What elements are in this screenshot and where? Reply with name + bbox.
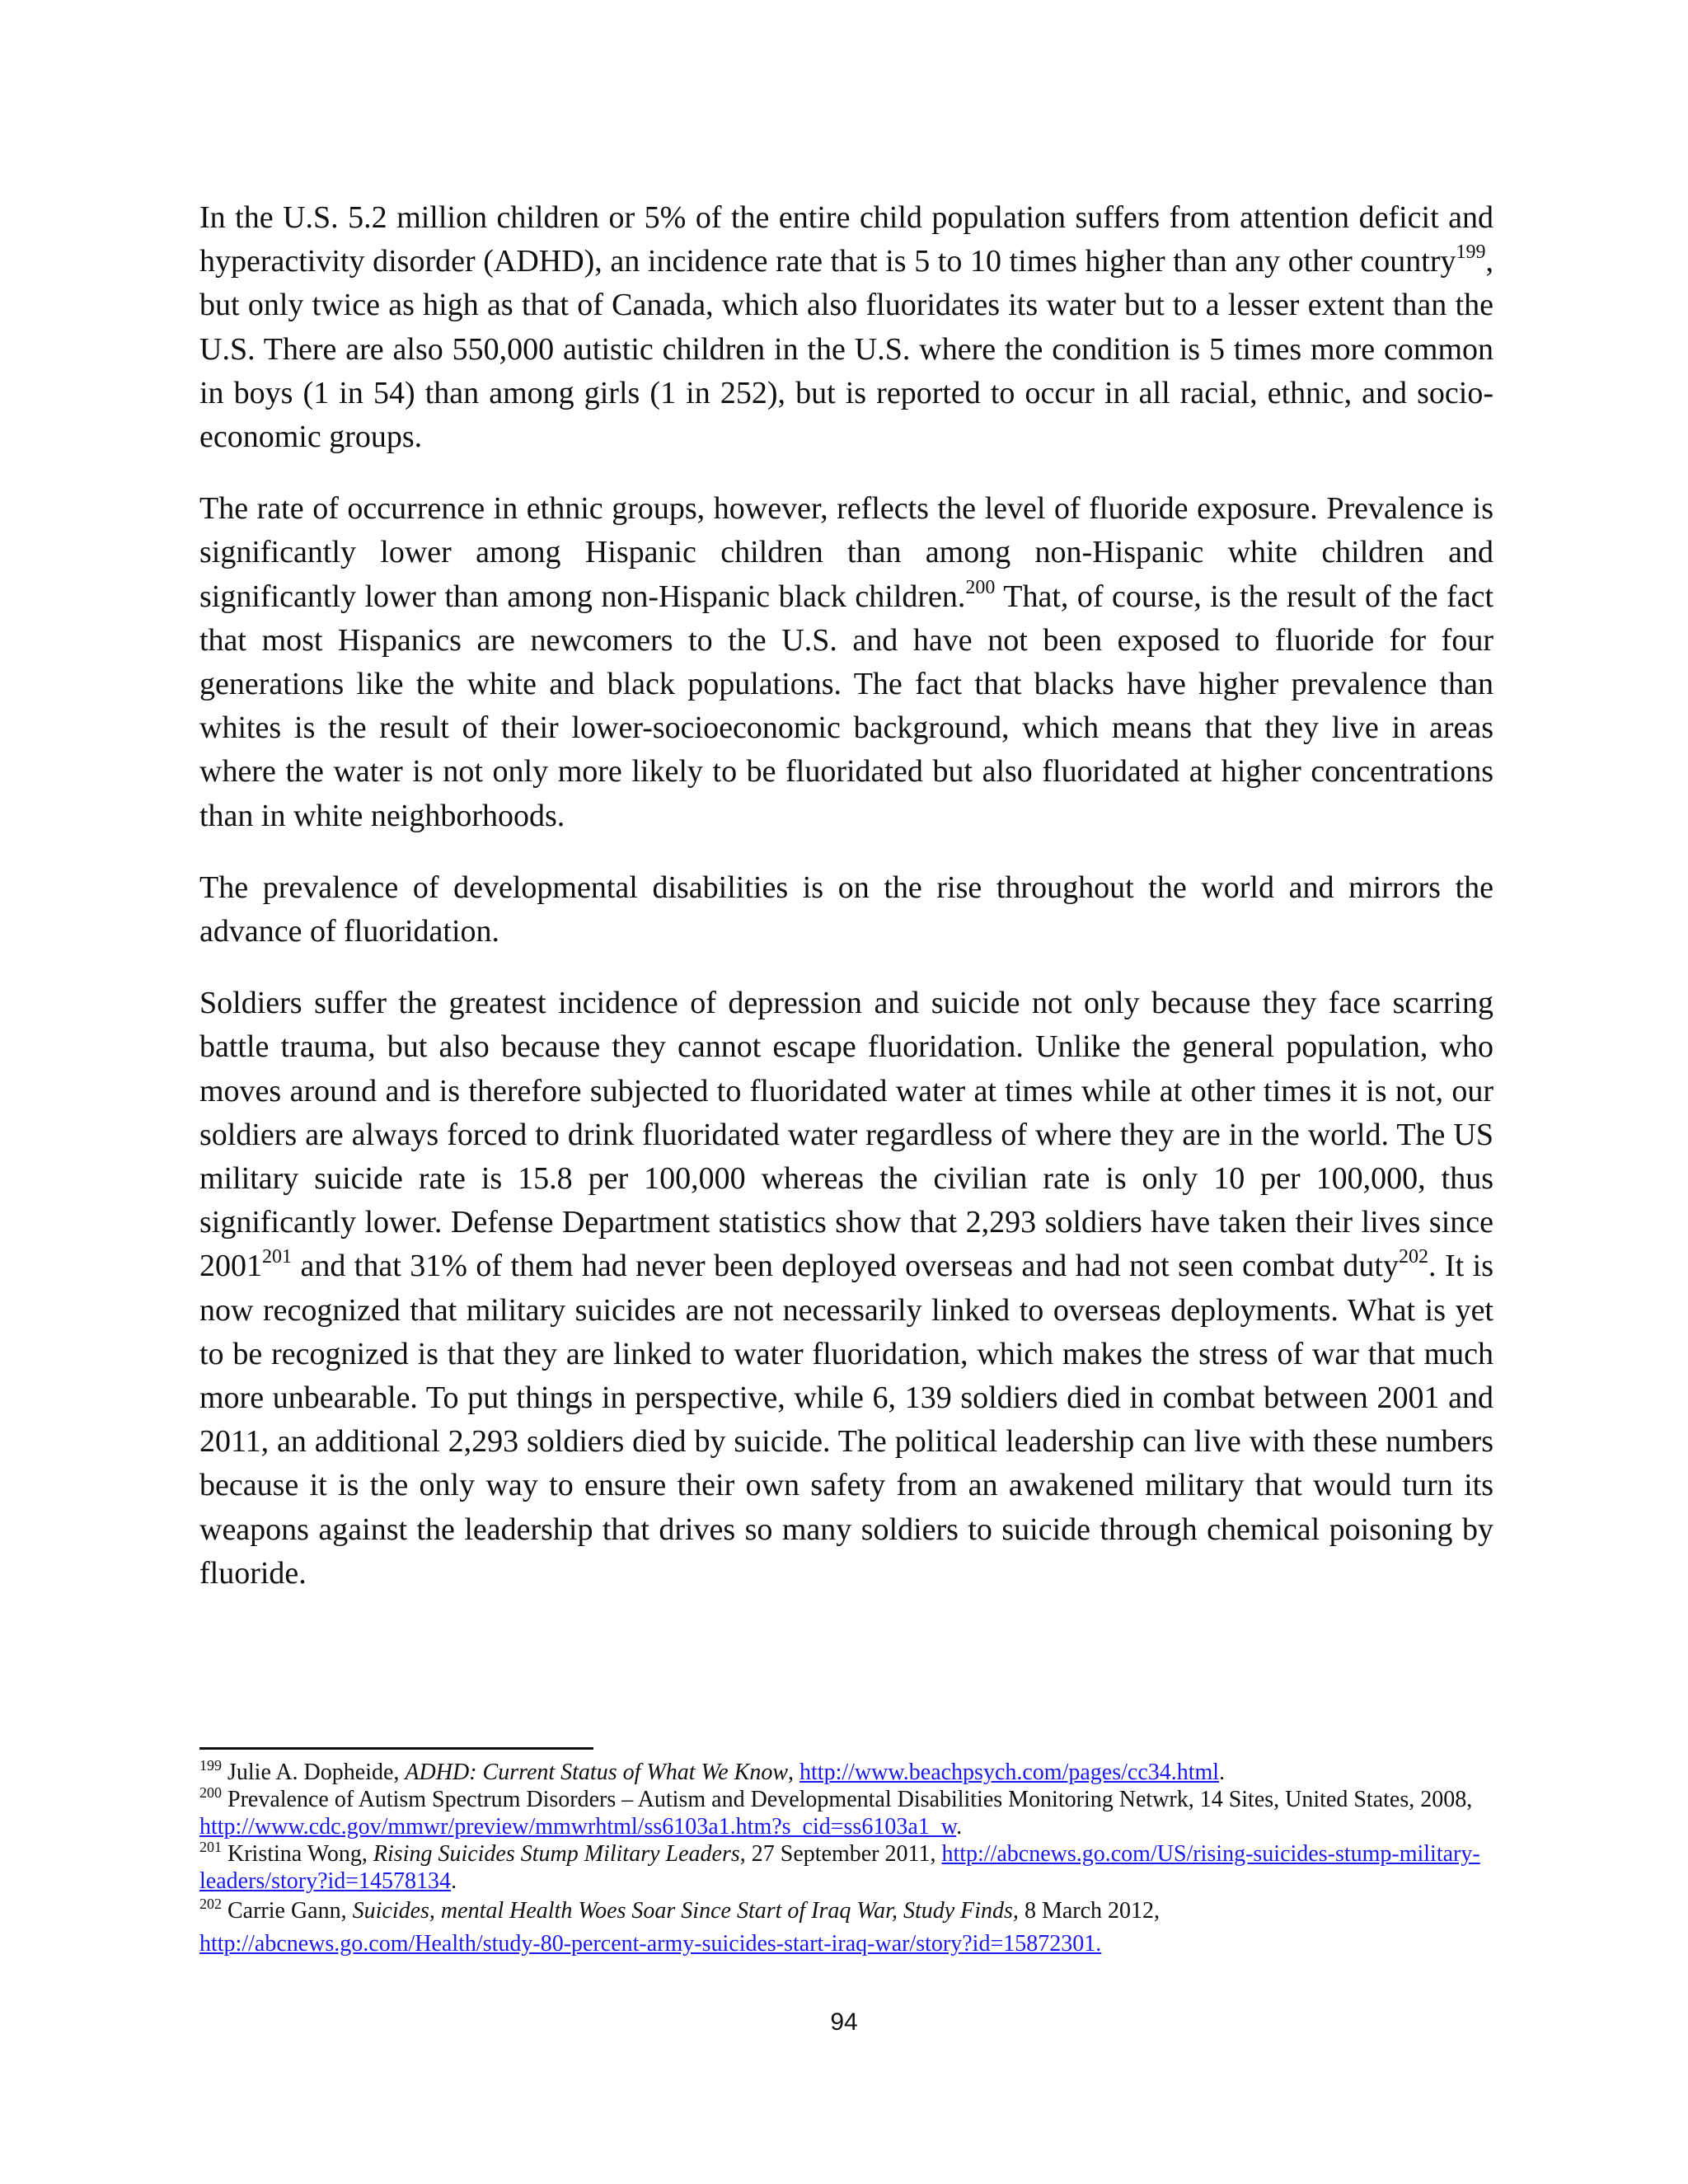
footnote-author: Carrie Gann, [222,1898,353,1924]
footnote-title: Rising Suicides Stump Military Leaders [373,1841,740,1867]
paragraph-text: , but only twice as high as that of Canada, which also fluoridates its water but to a lesser extent than the U.S. There are also 550,000 autistic children in the U.S. where the condition is 5 times more common in boys (1 in 54) than among girls (1 in 252), but is reported to occur in all racial, ethnic, and socio-economic groups. [199,244,1493,455]
paragraph-ethnic-groups [199,487,1493,838]
footnote-number: 201 [199,1839,222,1855]
footnote-199 [199,1759,1493,1786]
paragraph-text: and that 31% of them had never been deployed overseas and had not seen combat duty [292,1249,1399,1284]
page-number: 94 [830,2008,858,2036]
footnote-text: Prevalence of Autism Spectrum Disorders – Autism and Developmental Disabilities Monitoring Netwrk, 14 Sites, United States, 2008, [222,1787,1473,1812]
paragraph-soldiers [199,982,1493,1596]
footnote-author: Kristina Wong, [222,1841,373,1867]
main-text [199,196,1493,1624]
paragraph-text: That, of course, is the result of the fact that most Hispanics are newcomers to the U.S. and have not been exposed to fluoride for four generations like the white and black populations. The fact that blacks have higher prevalence than whites is the result of their lower-socioeconomic background, which means that they live in areas where the water is not only more likely to be fluoridated but also fluoridated at higher concentrations than in white neighborhoods. [199,579,1494,833]
footnote-text: , 27 September 2011, [739,1841,942,1867]
footnote-link[interactable]: http://abcnews.go.com/US/rising-suicides-stump-military-leaders/story?id=14578134 [199,1841,1480,1894]
footnote-201 [199,1840,1493,1895]
paragraph-adhd [199,196,1493,459]
footnote-link[interactable]: http://www.beachpsych.com/pages/cc34.html [799,1760,1220,1785]
footnote-text: 8 March 2012, [1018,1898,1160,1924]
footnote-separator [199,1747,593,1750]
footnote-title: Suicides, mental Health Woes Soar Since Start of Iraq War, Study Finds, [352,1898,1019,1924]
footnote-ref-200: 200 [965,576,996,598]
paragraph-text: The prevalence of developmental disabilities is on the rise throughout the world and mirrors the advance of fluoridation. [199,869,1493,949]
paragraph-developmental-disabilities [199,866,1493,954]
footnote-author: Julie A. Dopheide, [222,1760,406,1785]
paragraph-text: In the U.S. 5.2 million children or 5% of the entire child population suffers from attention deficit and hyperactivity disorder (ADHD), an incidence rate that is 5 to 10 times higher than any other country [199,200,1493,279]
footnote-title: ADHD: Current Status of What We Know [405,1760,789,1785]
footnote-ref-199: 199 [1456,241,1486,264]
footnote-ref-202: 202 [1399,1246,1428,1268]
footnote-number: 199 [199,1757,222,1774]
footnote-text: , [788,1760,800,1785]
footnote-text: . [451,1868,457,1894]
footnote-ref-201: 201 [262,1246,292,1268]
paragraph-text: Soldiers suffer the greatest incidence of depression and suicide not only because they face scarring battle trauma, but also because they cannot escape fluoridation. Unlike the general population, who moves around and is therefore subjected to fluoridated water at times while at other times it is not, our soldiers are always forced to drink fluoridated water regardless of where they are in the world. The US military suicide rate is 15.8 per 100,000 whereas the civilian rate is only 10 per 100,000, thus significantly lower. Defense Department statistics show that 2,293 soldiers have taken their lives since 2001 [199,986,1493,1284]
footnote-200 [199,1786,1493,1840]
footnote-link[interactable]: http://abcnews.go.com/Health/study-80-percent-army-suicides-start-iraq-war/story?id=15872301. [199,1931,1102,1957]
paragraph-text: The rate of occurrence in ethnic groups, however, reflects the level of fluoride exposure. Prevalence is significantly lower among Hispanic children than among non-Hispanic white children and significantly lower than among non-Hispanic black children. [199,491,1493,614]
footnote-link[interactable]: http://www.cdc.gov/mmwr/preview/mmwrhtml/ss6103a1.htm?s_cid=ss6103a1_w [199,1814,957,1840]
footnote-text: . [1219,1760,1226,1785]
footnotes [199,1759,1493,1961]
footnote-number: 202 [199,1896,222,1912]
footnote-202 [199,1895,1493,1961]
footnote-text: . [956,1814,963,1840]
footnote-number: 200 [199,1784,222,1801]
paragraph-text: . It is now recognized that military suicides are not necessarily linked to overseas deployments. What is yet to be recognized is that they are linked to water fluoridation, which makes the stress of war that much more unbearable. To put things in perspective, while 6, 139 soldiers died in combat between 2001 and 2011, an additional 2,293 soldiers died by suicide. The political leadership can live with these numbers because it is the only way to ensure their own safety from an awakened military that would turn its weapons against the leadership that drives so many soldiers to suicide through chemical poisoning by fluoride. [199,1249,1493,1591]
